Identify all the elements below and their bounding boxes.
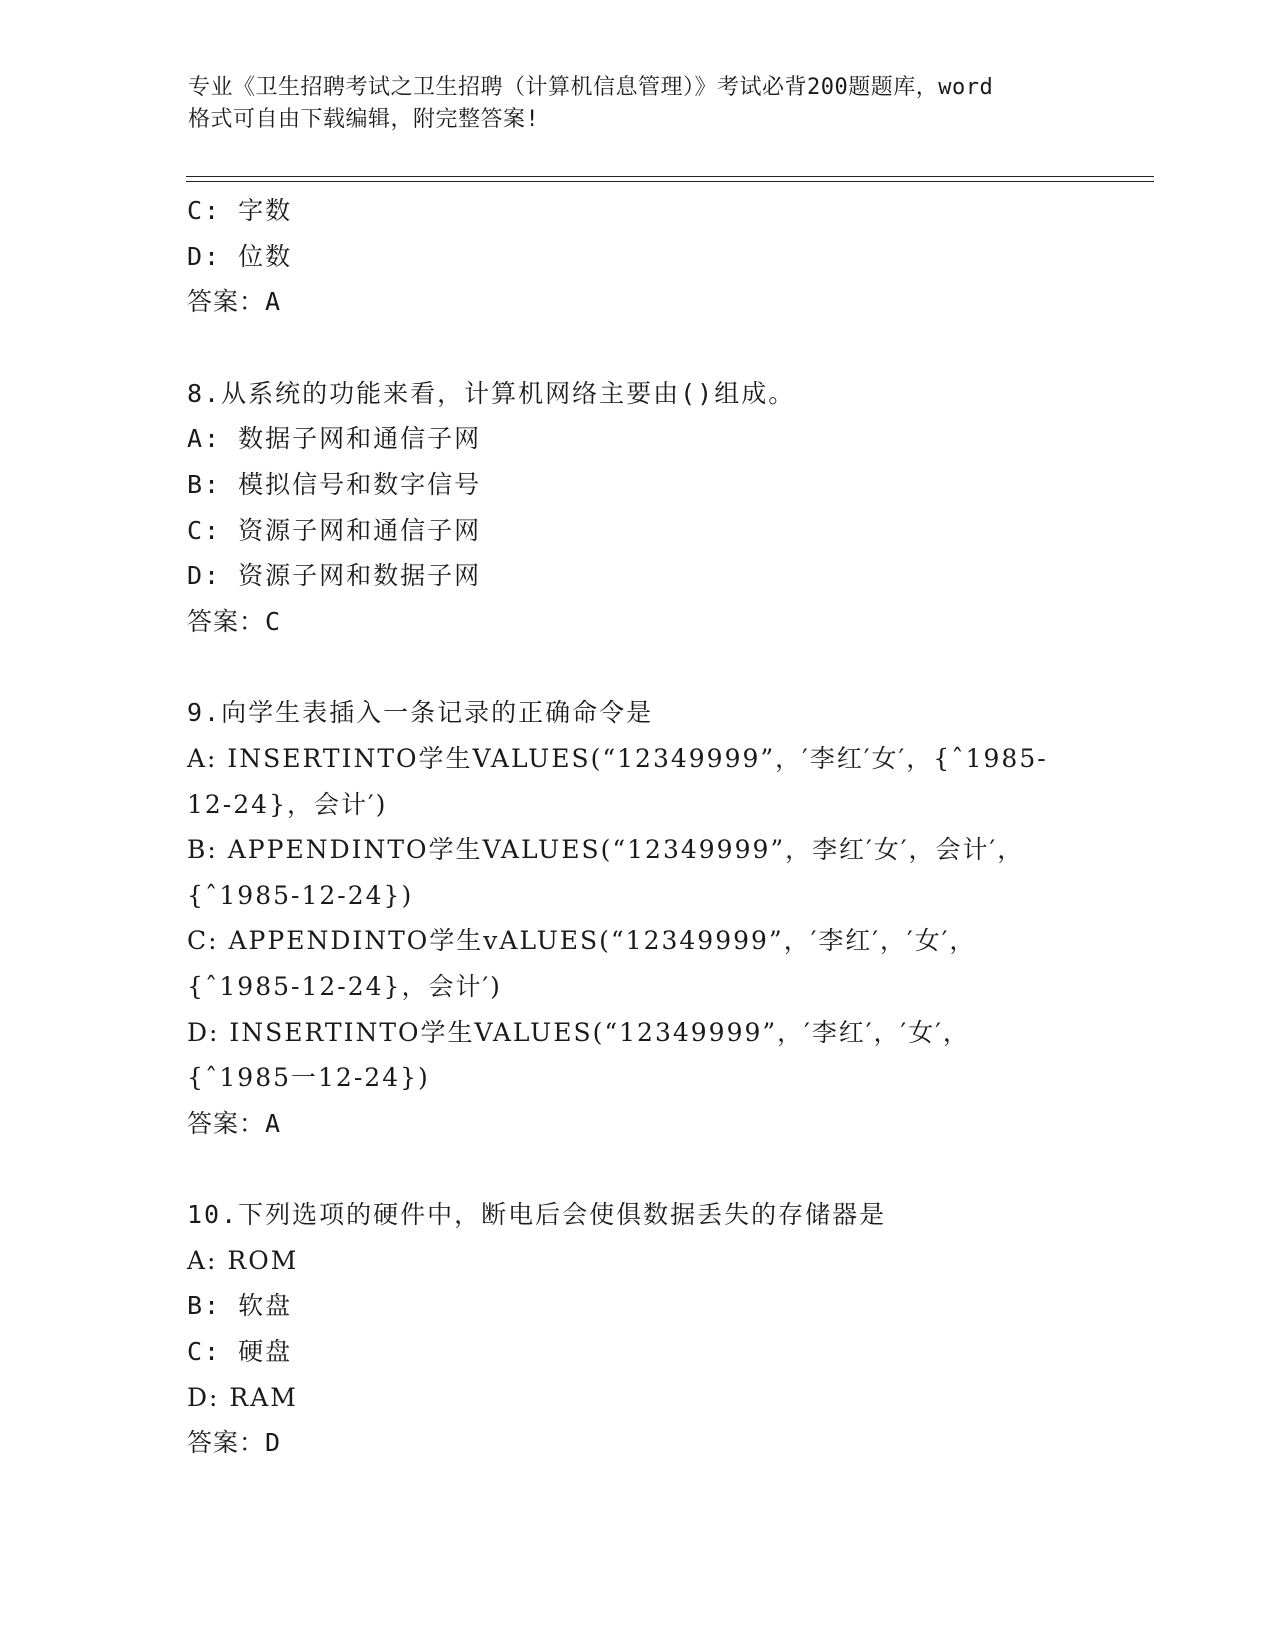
option-b-line-1: B: APPENDINTO学生VALUES(“12349999”，李红′女′，会计′， <box>187 835 1025 865</box>
header-divider-top <box>186 176 1154 177</box>
option-c: C: 硬盘 <box>187 1337 293 1367</box>
option-d: D: RAM <box>187 1382 298 1412</box>
header-line-2: 格式可自由下载编辑，附完整答案! <box>188 107 540 132</box>
option-a-line-2: 12-24}，会计′) <box>187 789 388 819</box>
option-d: D: 位数 <box>187 241 293 271</box>
option-d: D: 资源子网和数据子网 <box>187 561 482 591</box>
option-b: B: 软盘 <box>187 1291 293 1321</box>
question-block-9 <box>187 690 1087 1146</box>
option-c-line-2: {ˆ1985-12-24}，会计′) <box>187 971 502 1001</box>
question-block-8 <box>187 371 1087 645</box>
option-b-line-2: {ˆ1985-12-24}) <box>187 880 414 910</box>
option-d-line-1: D: INSERTINTO学生VALUES(“12349999”，′李红′，′女′， <box>187 1017 970 1047</box>
option-c: C: 资源子网和通信子网 <box>187 515 482 545</box>
answer-label: 答案：A <box>187 287 282 317</box>
answer-label: 答案：A <box>187 1108 282 1138</box>
answer-label: 答案：D <box>187 1428 282 1458</box>
question-text: 9.向学生表插入一条记录的正确命令是 <box>187 698 654 728</box>
question-list <box>187 188 1087 1466</box>
document-header <box>188 72 1088 136</box>
header-divider-bottom <box>186 181 1154 182</box>
option-b: B: 模拟信号和数字信号 <box>187 469 482 499</box>
question-text: 10.下列选项的硬件中，断电后会使俱数据丢失的存储器是 <box>187 1200 887 1230</box>
option-a-line-1: A: INSERTINTO学生VALUES(“12349999”，′李红′女′，{ˆ1985- <box>187 743 1048 773</box>
header-line-1: 专业《卫生招聘考试之卫生招聘（计算机信息管理）》考试必背200题题库，word <box>188 75 994 100</box>
option-a: A: ROM <box>187 1245 299 1275</box>
question-text: 8.从系统的功能来看，计算机网络主要由()组成。 <box>187 378 796 408</box>
question-block-10 <box>187 1192 1087 1466</box>
option-c-line-1: C: APPENDINTO学生vALUES(“12349999”，′李红′，′女′， <box>187 926 977 956</box>
answer-label: 答案：C <box>187 606 282 636</box>
option-a: A: 数据子网和通信子网 <box>187 424 482 454</box>
option-d-line-2: {ˆ1985一12-24}) <box>187 1063 430 1093</box>
option-c: C: 字数 <box>187 196 293 225</box>
question-block-7 <box>187 188 1087 325</box>
